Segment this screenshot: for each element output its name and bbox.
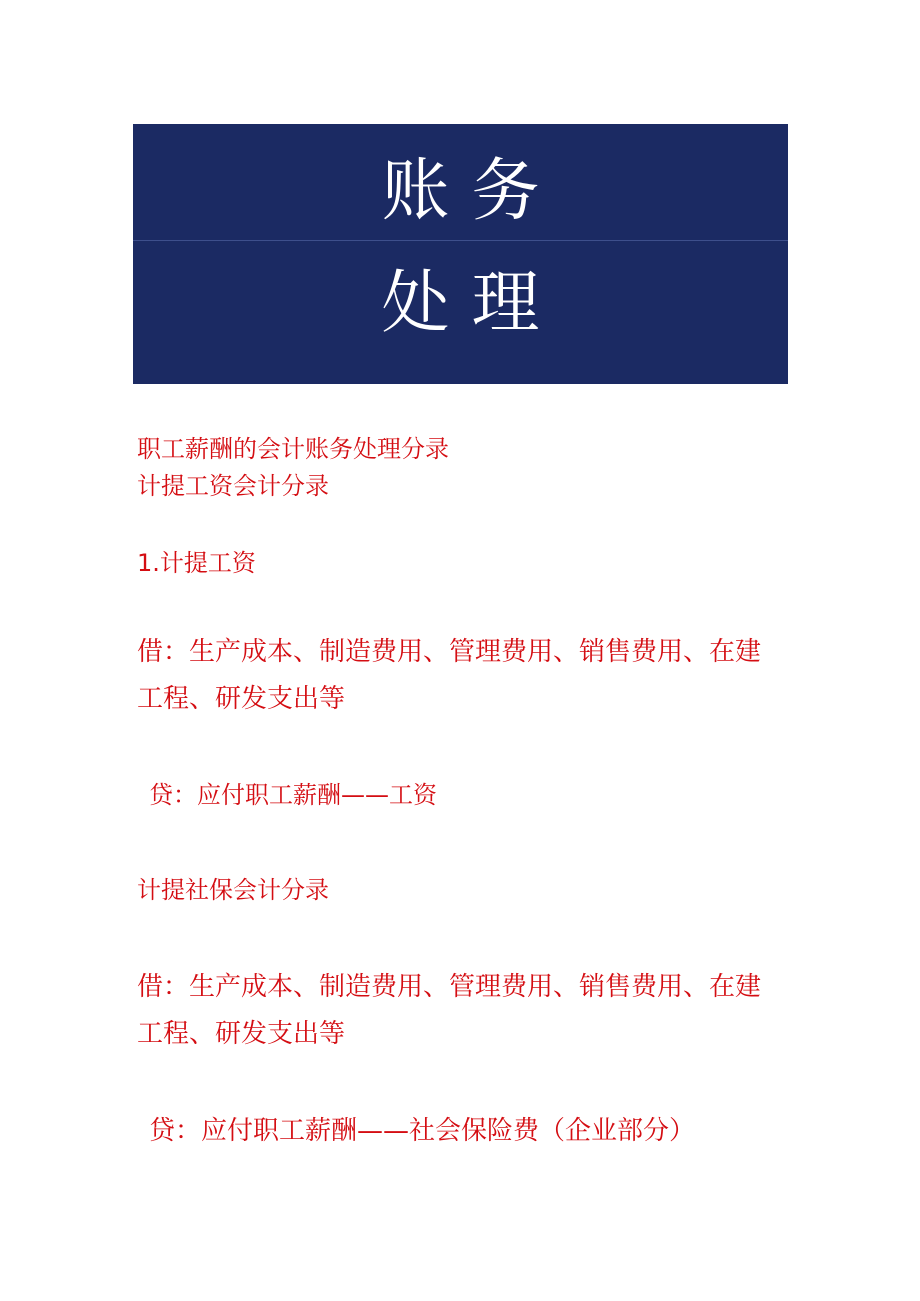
document-subtitle: 计提工资会计分录 (137, 472, 329, 500)
debit-entry-1-line-1: 借：生产成本、制造费用、管理费用、销售费用、在建 (137, 637, 762, 667)
banner-title-line-2: 处理 (381, 264, 562, 343)
step-1-heading: 1.计提工资 (137, 549, 256, 577)
banner-title-line-1: 账务 (381, 152, 562, 231)
document-title: 职工薪酬的会计账务处理分录 (137, 435, 449, 463)
section-2-heading: 计提社保会计分录 (137, 876, 329, 904)
debit-entry-2-line-1: 借：生产成本、制造费用、管理费用、销售费用、在建 (137, 972, 762, 1002)
debit-entry-2-line-2: 工程、研发支出等 (137, 1019, 346, 1049)
debit-entry-1-line-2: 工程、研发支出等 (137, 684, 346, 714)
credit-entry-2: 贷：应付职工薪酬——社会保险费（企业部分） (149, 1116, 696, 1146)
credit-entry-1: 贷：应付职工薪酬——工资 (149, 781, 437, 809)
banner-divider (133, 240, 788, 241)
